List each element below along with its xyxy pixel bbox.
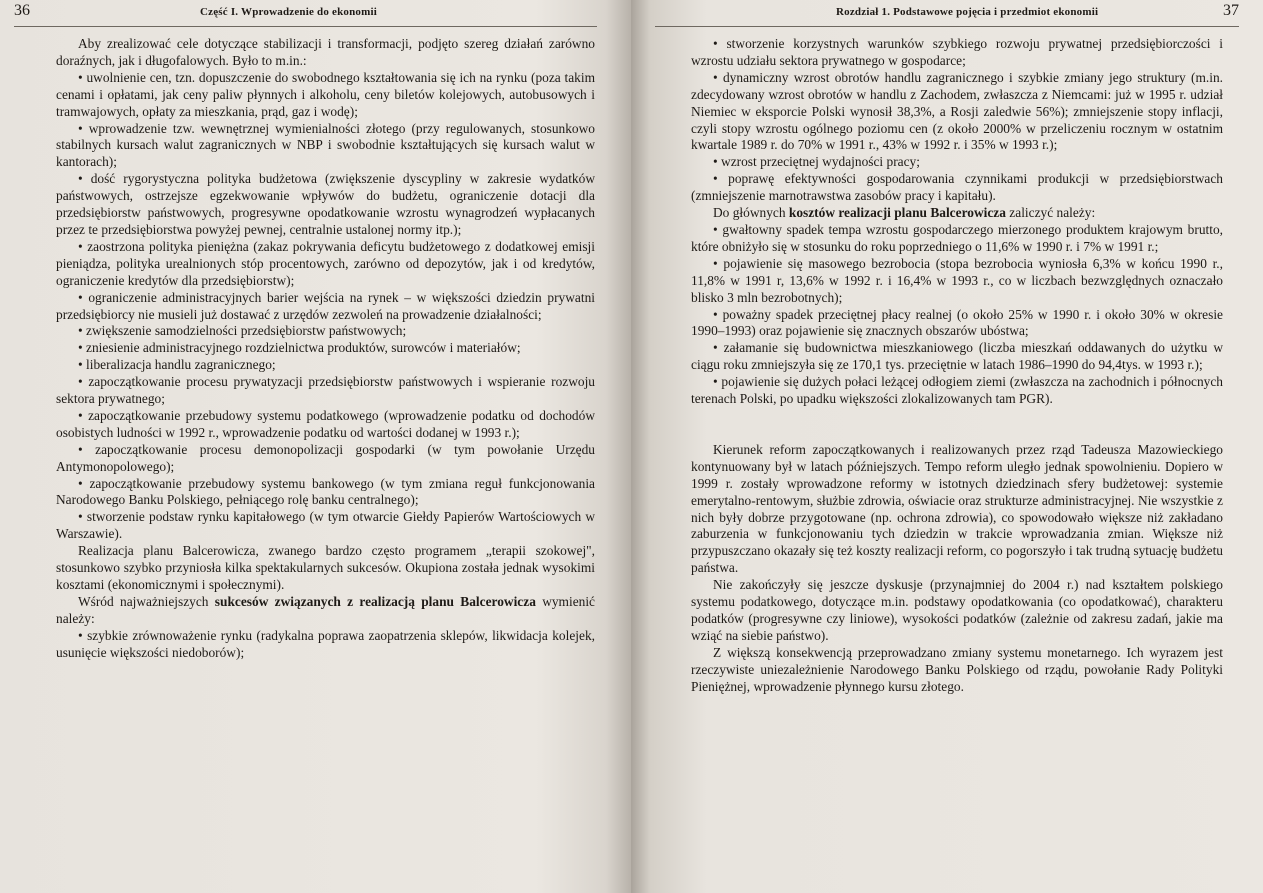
bullet-item: • poważny spadek przeciętnej płacy realnej (o około 25% w 1990 r. i około 30% w okresie 1990–1993) oraz pojawienie się znacznych obszarów ubóstwa;	[691, 306, 1223, 339]
bullet-item: • zniesienie administracyjnego rozdzielnictwa produktów, surowców i materiałów;	[78, 340, 521, 356]
left-page	[0, 0, 631, 893]
bullet-item: • zapoczątkowanie przebudowy systemu podatkowego (wprowadzenie podatku od dochodów osobistych ludności w 1992 r., wprowadzenie podatku od wartości dodanej w 1993 r.);	[56, 407, 595, 440]
bullet-item: • wprowadzenie tzw. wewnętrznej wymienialności złotego (przy regulowanych, stosunkowo stabilnych kursach walut zagranicznych w NBP i swobodnie kształtujących się kursach walut w kantorach);	[56, 120, 595, 170]
bullet-item: • zwiększenie samodzielności przedsiębiorstw państwowych;	[78, 323, 407, 339]
bullet-item: • dynamiczny wzrost obrotów handlu zagranicznego i szybkie zmiany jego struktury (m.in. zdecydowany wzrost obrotów w handlu z Zachodem, zwłaszcza z Niemcami: już w 1995 r. udział Niemiec w eksporcie Polski wynosił 38,3%, a Rosji zaledwie 56%); zmniejszenie stopy inflacji, czyli stopy wzrostu ogólnego poziomu cen (z około 2000% w przeliczeniu rocznym w ostatnim kwartale 1989 r. do 70% w 1991 r., 43% w 1992 r. i 35% w 1993 r.);	[691, 69, 1223, 153]
header-rule	[14, 26, 597, 27]
bullet-item: • gwałtowny spadek tempa wzrostu gospodarczego mierzonego produktem krajowym brutto, które obniżyło się w stosunku do roku poprzedniego o 11,6% w 1990 r. i 7% w 1991 r.;	[691, 221, 1223, 254]
paragraph: Nie zakończyły się jeszcze dyskusje (przynajmniej do 2004 r.) nad kształtem polskiego systemu podatkowego, dotyczące m.in. podstawy opodatkowania (co opodatkować), charakteru podatków (progresywne czy liniowe), wysokości podatków (zależnie od zakresu zadań, jakie ma wziąć na siebie państwo).	[691, 577, 1223, 643]
running-head: Rozdział 1. Podstawowe pojęcia i przedmiot ekonomii	[836, 6, 1099, 18]
bullet-item: • liberalizacja handlu zagranicznego;	[78, 357, 276, 373]
bullet-item: • zapoczątkowanie przebudowy systemu bankowego (w tym zmiana reguł funkcjonowania Narodowego Banku Polskiego, pełniącego rolę banku centralnego);	[56, 475, 595, 508]
bullet-item: • pojawienie się masowego bezrobocia (stopa bezrobocia wyniosła 6,3% w końcu 1990 r., 11,8% w 1991 r, 13,6% w 1992 r. i 16,4% w 1993 r., co w liczbach bezwzględnych oznaczało blisko 3 mln bezrobotnych);	[691, 255, 1223, 305]
bold-term: kosztów realizacji planu Balcerowicza	[788, 205, 1006, 221]
bullet-item: • dość rygorystyczna polityka budżetowa (zwiększenie dyscypliny w zakresie wydatków państwowych, ostrzejsze egzekwowanie wpływów do budżetu, ograniczenie dotacji dla przedsiębiorstw państwowych, progresywne opodatkowanie wzrostu wynagrodzeń wypłacanych przez te przedsiębiorstwa powyżej pewnej, centralnie ustalonej normy itp.);	[56, 171, 595, 237]
bullet-item: • stworzenie podstaw rynku kapitałowego (w tym otwarcie Giełdy Papierów Wartościowych w Warszawie).	[56, 509, 595, 542]
paragraph	[56, 594, 595, 628]
bullet-item: • stworzenie korzystnych warunków szybkiego rozwoju prywatnej przedsiębiorczości i wzrostu udziału sektora prywatnego w gospodarce;	[691, 36, 1223, 68]
text-run: Do głównych	[713, 205, 789, 221]
paragraph: Kierunek reform zapoczątkowanych i realizowanych przez rząd Tadeusza Mazowieckiego kontynuowany był w latach późniejszych. Tempo reform uległo jednak spowolnieniu. Dopiero w 1999 r. zostały wprowadzone reformy w istotnych dziedzinach sfery budżetowej: systemie emerytalno-rentowym, służbie zdrowia, oświacie oraz strukturze administracyjnej. Nie wszystkie z nich były dobrze przygotowane (np. ochrona zdrowia), co spowodowało większe niż zakładano zaburzenia w funkcjonowaniu tych dziedzin w trakcie wprowadzania zmian. Większe niż przypuszczano okazały się też koszty realizacji reform, co pogorszyło i tak trudną sytuację budżetu państwa.	[691, 441, 1223, 576]
body-text	[56, 36, 595, 662]
bullet-item: • uwolnienie cen, tzn. dopuszczenie do swobodnego kształtowania się ich na rynku (poza takim cenami i opłatami, jak ceny paliw płynnych i alkoholu, ceny biletów kolejowych, autobusowych i tramwajowych, opłaty za mieszkania, prąd, gaz i wodę);	[56, 69, 595, 119]
header-rule	[655, 26, 1239, 27]
paragraph	[691, 205, 1223, 222]
bullet-item: • pojawienie się dużych połaci leżącej odłogiem ziemi (zwłaszcza na zachodnich i północnych terenach Polski, po upadku większości zlokalizowanych tam PGR).	[691, 374, 1223, 407]
text-run: zaliczyć należy:	[1005, 205, 1096, 221]
bullet-item: • szybkie zrównoważenie rynku (radykalna poprawa zaopatrzenia sklepów, likwidacja kolejek, usunięcie większości niedoborów);	[56, 627, 595, 660]
bullet-item: • załamanie się budownictwa mieszkaniowego (liczba mieszkań oddawanych do użytku w ciągu roku zmniejszyła się ze 170,1 tys. przeciętnie w latach 1986–1990 do 94,4tys. w 1993 r.);	[691, 340, 1223, 373]
bullet-item: • wzrost przeciętnej wydajności pracy;	[713, 154, 920, 170]
bullet-item: • zapoczątkowanie procesu demonopolizacji gospodarki (w tym powołanie Urzędu Antymonopolowego);	[56, 441, 595, 474]
page-number: 36	[14, 2, 30, 19]
text-run: Wśród najważniejszych	[78, 593, 215, 609]
right-page	[631, 0, 1263, 893]
bullet-item: • poprawę efektywności gospodarowania czynnikami produkcji w przedsiębiorstwach (zmniejszenie marnotrawstwa zasobów pracy i kapitału).	[691, 171, 1223, 204]
text-run: wymienić należy:	[56, 593, 595, 626]
bold-term: sukcesów związanych z realizacją planu Balcerowicza	[214, 593, 536, 609]
running-head: Część I. Wprowadzenie do ekonomii	[200, 6, 377, 18]
paragraph: Z większą konsekwencją przeprowadzano zmiany systemu monetarnego. Ich wyrazem jest rzeczywiste uniezależnienie Narodowego Banku Polskiego od rządu, powołanie Rady Polityki Pieniężnej, wprowadzenie płynnego kursu złotego.	[691, 644, 1223, 694]
paragraph: Realizacja planu Balcerowicza, zwanego bardzo często programem „terapii szokowej", stosunkowo szybko przyniosła kilka spektakularnych sukcesów. Okupiona została jednak wysokimi kosztami (ekonomicznymi i społecznymi).	[56, 543, 595, 592]
page-number: 37	[1223, 2, 1239, 19]
bullet-item: • zapoczątkowanie procesu prywatyzacji przedsiębiorstw państwowych i wspieranie rozwoju sektora prywatnego;	[56, 374, 595, 407]
paragraph: Aby zrealizować cele dotyczące stabilizacji i transformacji, podjęto szereg działań zarówno doraźnych, jak i długofalowych. Było to m.in.:	[56, 36, 595, 68]
bullet-item: • ograniczenie administracyjnych barier wejścia na rynek – w większości dziedzin prywatni przedsiębiorcy nie musieli już dostawać z urzędów zezwoleń na prowadzenie działalności;	[56, 289, 595, 322]
body-text	[691, 36, 1223, 696]
bullet-item: • zaostrzona polityka pieniężna (zakaz pokrywania deficytu budżetowego z dodatkowej emisji pieniądza, polityka urealnionych stóp procentowych, zarówno od depozytów, jak i od kredytów, ograniczenie kredytów dla przedsiębiorstw);	[56, 238, 595, 288]
